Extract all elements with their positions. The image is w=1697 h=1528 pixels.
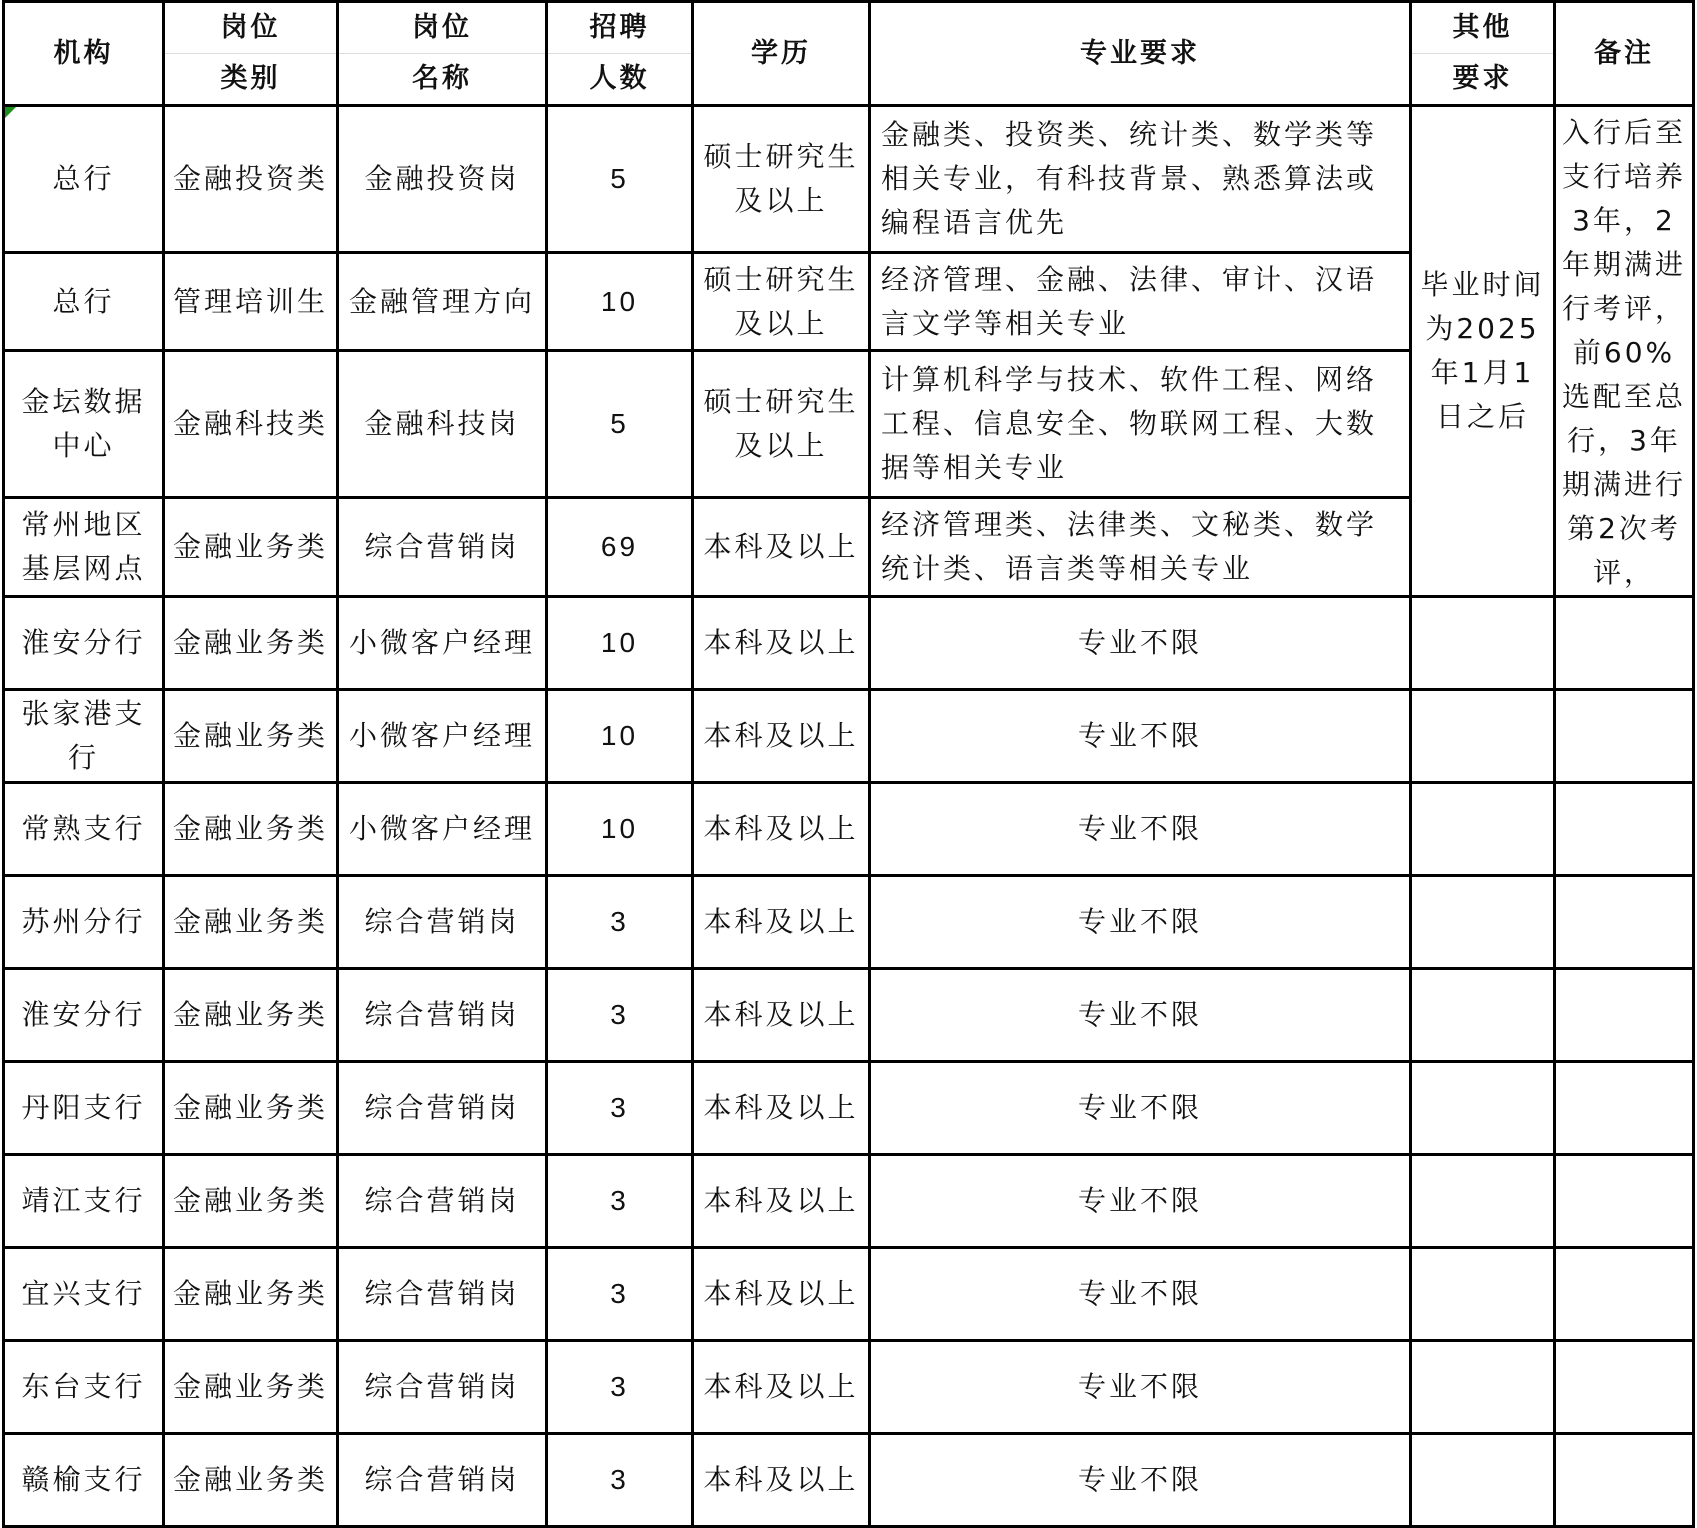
cell-major: 专业不限: [870, 690, 1411, 783]
table-row: [4, 969, 1694, 1062]
cell-other-empty: [1411, 597, 1555, 690]
header-count-line1: 招聘: [589, 12, 650, 43]
table-row: [4, 106, 1694, 253]
cell-major: 经济管理类、法律类、文秘类、数学统计类、语言类等相关专业: [870, 498, 1411, 597]
header-major: [870, 2, 1411, 106]
cell-education: 本科及以上: [693, 1341, 870, 1434]
cell-position: 综合营销岗: [338, 1434, 547, 1527]
header-category-line1: 岗位: [220, 12, 281, 43]
table-row: [4, 1434, 1694, 1527]
cell-major: 专业不限: [870, 876, 1411, 969]
header-category: [164, 2, 338, 106]
cell-major: 计算机科学与技术、软件工程、网络工程、信息安全、物联网工程、大数据等相关专业: [870, 351, 1411, 498]
table-row: [4, 876, 1694, 969]
cell-category: 金融业务类: [164, 498, 338, 597]
cell-other-empty: [1411, 1248, 1555, 1341]
cell-note-empty: [1555, 783, 1694, 876]
cell-major: 专业不限: [870, 1434, 1411, 1527]
cell-count: 10: [547, 597, 693, 690]
cell-category: 金融业务类: [164, 1434, 338, 1527]
cell-category: 金融业务类: [164, 876, 338, 969]
cell-other-empty: [1411, 783, 1555, 876]
cell-category: 金融业务类: [164, 690, 338, 783]
cell-count: 3: [547, 1341, 693, 1434]
cell-category: 金融业务类: [164, 1341, 338, 1434]
cell-count: 3: [547, 1155, 693, 1248]
header-org: [4, 2, 164, 106]
cell-note-empty: [1555, 1062, 1694, 1155]
cell-education: 本科及以上: [693, 1062, 870, 1155]
header-count-line2: 人数: [548, 53, 691, 104]
cell-org: 常熟支行: [4, 783, 164, 876]
cell-education: 硕士研究生及以上: [693, 351, 870, 498]
cell-category: 金融业务类: [164, 1248, 338, 1341]
cell-education: 本科及以上: [693, 783, 870, 876]
cell-education: 硕士研究生及以上: [693, 106, 870, 253]
cell-major: 专业不限: [870, 597, 1411, 690]
cell-note-empty: [1555, 1155, 1694, 1248]
cell-position: 小微客户经理: [338, 597, 547, 690]
cell-org: 丹阳支行: [4, 1062, 164, 1155]
cell-other-empty: [1411, 1341, 1555, 1434]
cell-major: 金融类、投资类、统计类、数学类等相关专业，有科技背景、熟悉算法或编程语言优先: [870, 106, 1411, 253]
cell-education: 硕士研究生及以上: [693, 252, 870, 351]
cell-position: 小微客户经理: [338, 783, 547, 876]
cell-education: 本科及以上: [693, 969, 870, 1062]
cell-category: 金融业务类: [164, 1062, 338, 1155]
cell-count: 3: [547, 1434, 693, 1527]
cell-count: 10: [547, 783, 693, 876]
cell-org: 总行: [4, 106, 164, 253]
cell-position: 小微客户经理: [338, 690, 547, 783]
cell-position: 综合营销岗: [338, 1062, 547, 1155]
header-note-label: 备注: [1594, 37, 1654, 69]
cell-org: 总行: [4, 252, 164, 351]
header-position-line1: 岗位: [412, 12, 472, 43]
cell-org: 东台支行: [4, 1341, 164, 1434]
cell-org: 常州地区基层网点: [4, 498, 164, 597]
cell-education: 本科及以上: [693, 1434, 870, 1527]
header-org-label: 机构: [53, 37, 114, 69]
table-row: [4, 690, 1694, 783]
cell-count: 10: [547, 252, 693, 351]
header-education-label: 学历: [751, 37, 811, 69]
header-major-label: 专业要求: [1080, 37, 1200, 69]
table-row: [4, 1155, 1694, 1248]
cell-org: 靖江支行: [4, 1155, 164, 1248]
cell-education: 本科及以上: [693, 876, 870, 969]
cell-major: 专业不限: [870, 1062, 1411, 1155]
cell-other-requirement: 毕业时间为2025年1月1日之后: [1411, 106, 1555, 597]
cell-education: 本科及以上: [693, 498, 870, 597]
table-row: [4, 597, 1694, 690]
cell-note-empty: [1555, 1248, 1694, 1341]
cell-note-empty: [1555, 969, 1694, 1062]
cell-position: 金融投资岗: [338, 106, 547, 253]
cell-position: 综合营销岗: [338, 498, 547, 597]
cell-count: 10: [547, 690, 693, 783]
cell-category: 金融业务类: [164, 1155, 338, 1248]
cell-other-empty: [1411, 1155, 1555, 1248]
cell-org: 淮安分行: [4, 597, 164, 690]
cell-org: 赣榆支行: [4, 1434, 164, 1527]
table-row: [4, 783, 1694, 876]
header-education: [693, 2, 870, 106]
cell-other-empty: [1411, 1434, 1555, 1527]
cell-org: 金坛数据中心: [4, 351, 164, 498]
cell-org: 张家港支行: [4, 690, 164, 783]
cell-position: 金融科技岗: [338, 351, 547, 498]
cell-category: 金融业务类: [164, 969, 338, 1062]
cell-org: 宜兴支行: [4, 1248, 164, 1341]
cell-count: 69: [547, 498, 693, 597]
header-category-line2: 类别: [165, 53, 336, 104]
cell-other-empty: [1411, 969, 1555, 1062]
cell-position: 金融管理方向: [338, 252, 547, 351]
cell-education: 本科及以上: [693, 1248, 870, 1341]
cell-org: 苏州分行: [4, 876, 164, 969]
cell-category: 金融业务类: [164, 597, 338, 690]
cell-major: 经济管理、金融、法律、审计、汉语言文学等相关专业: [870, 252, 1411, 351]
table-row: [4, 1341, 1694, 1434]
cell-count: 3: [547, 876, 693, 969]
cell-count: 5: [547, 351, 693, 498]
cell-note-empty: [1555, 876, 1694, 969]
cell-count: 3: [547, 1062, 693, 1155]
cell-position: 综合营销岗: [338, 876, 547, 969]
cell-major: 专业不限: [870, 783, 1411, 876]
cell-position: 综合营销岗: [338, 1155, 547, 1248]
cell-category: 金融科技类: [164, 351, 338, 498]
header-row: [4, 2, 1694, 106]
cell-other-empty: [1411, 1062, 1555, 1155]
cell-education: 本科及以上: [693, 690, 870, 783]
cell-category: 金融业务类: [164, 783, 338, 876]
header-position-line2: 名称: [339, 53, 545, 104]
header-note: [1555, 2, 1694, 106]
cell-count: 3: [547, 1248, 693, 1341]
table-row: [4, 1062, 1694, 1155]
header-position: [338, 2, 547, 106]
header-other-line2: 要求: [1412, 53, 1553, 104]
header-other: [1411, 2, 1555, 106]
cell-note-empty: [1555, 690, 1694, 783]
cell-note-empty: [1555, 1434, 1694, 1527]
cell-education: 本科及以上: [693, 597, 870, 690]
cell-position: 综合营销岗: [338, 969, 547, 1062]
recruitment-table: [2, 0, 1695, 1528]
header-count: [547, 2, 693, 106]
header-other-line1: 其他: [1452, 12, 1513, 43]
cell-major: 专业不限: [870, 1248, 1411, 1341]
cell-education: 本科及以上: [693, 1155, 870, 1248]
cell-major: 专业不限: [870, 1155, 1411, 1248]
table-row: [4, 1248, 1694, 1341]
cell-category: 金融投资类: [164, 106, 338, 253]
cell-note: 入行后至支行培养3年，2年期满进行考评，前60%选配至总行，3年期满进行第2次考评，: [1555, 106, 1694, 597]
cell-count: 3: [547, 969, 693, 1062]
cell-position: 综合营销岗: [338, 1248, 547, 1341]
cell-other-empty: [1411, 876, 1555, 969]
cell-major: 专业不限: [870, 1341, 1411, 1434]
cell-note-empty: [1555, 597, 1694, 690]
cell-major: 专业不限: [870, 969, 1411, 1062]
cell-other-empty: [1411, 690, 1555, 783]
cell-note-empty: [1555, 1341, 1694, 1434]
cell-org: 淮安分行: [4, 969, 164, 1062]
cell-category: 管理培训生: [164, 252, 338, 351]
cell-position: 综合营销岗: [338, 1341, 547, 1434]
cell-count: 5: [547, 106, 693, 253]
